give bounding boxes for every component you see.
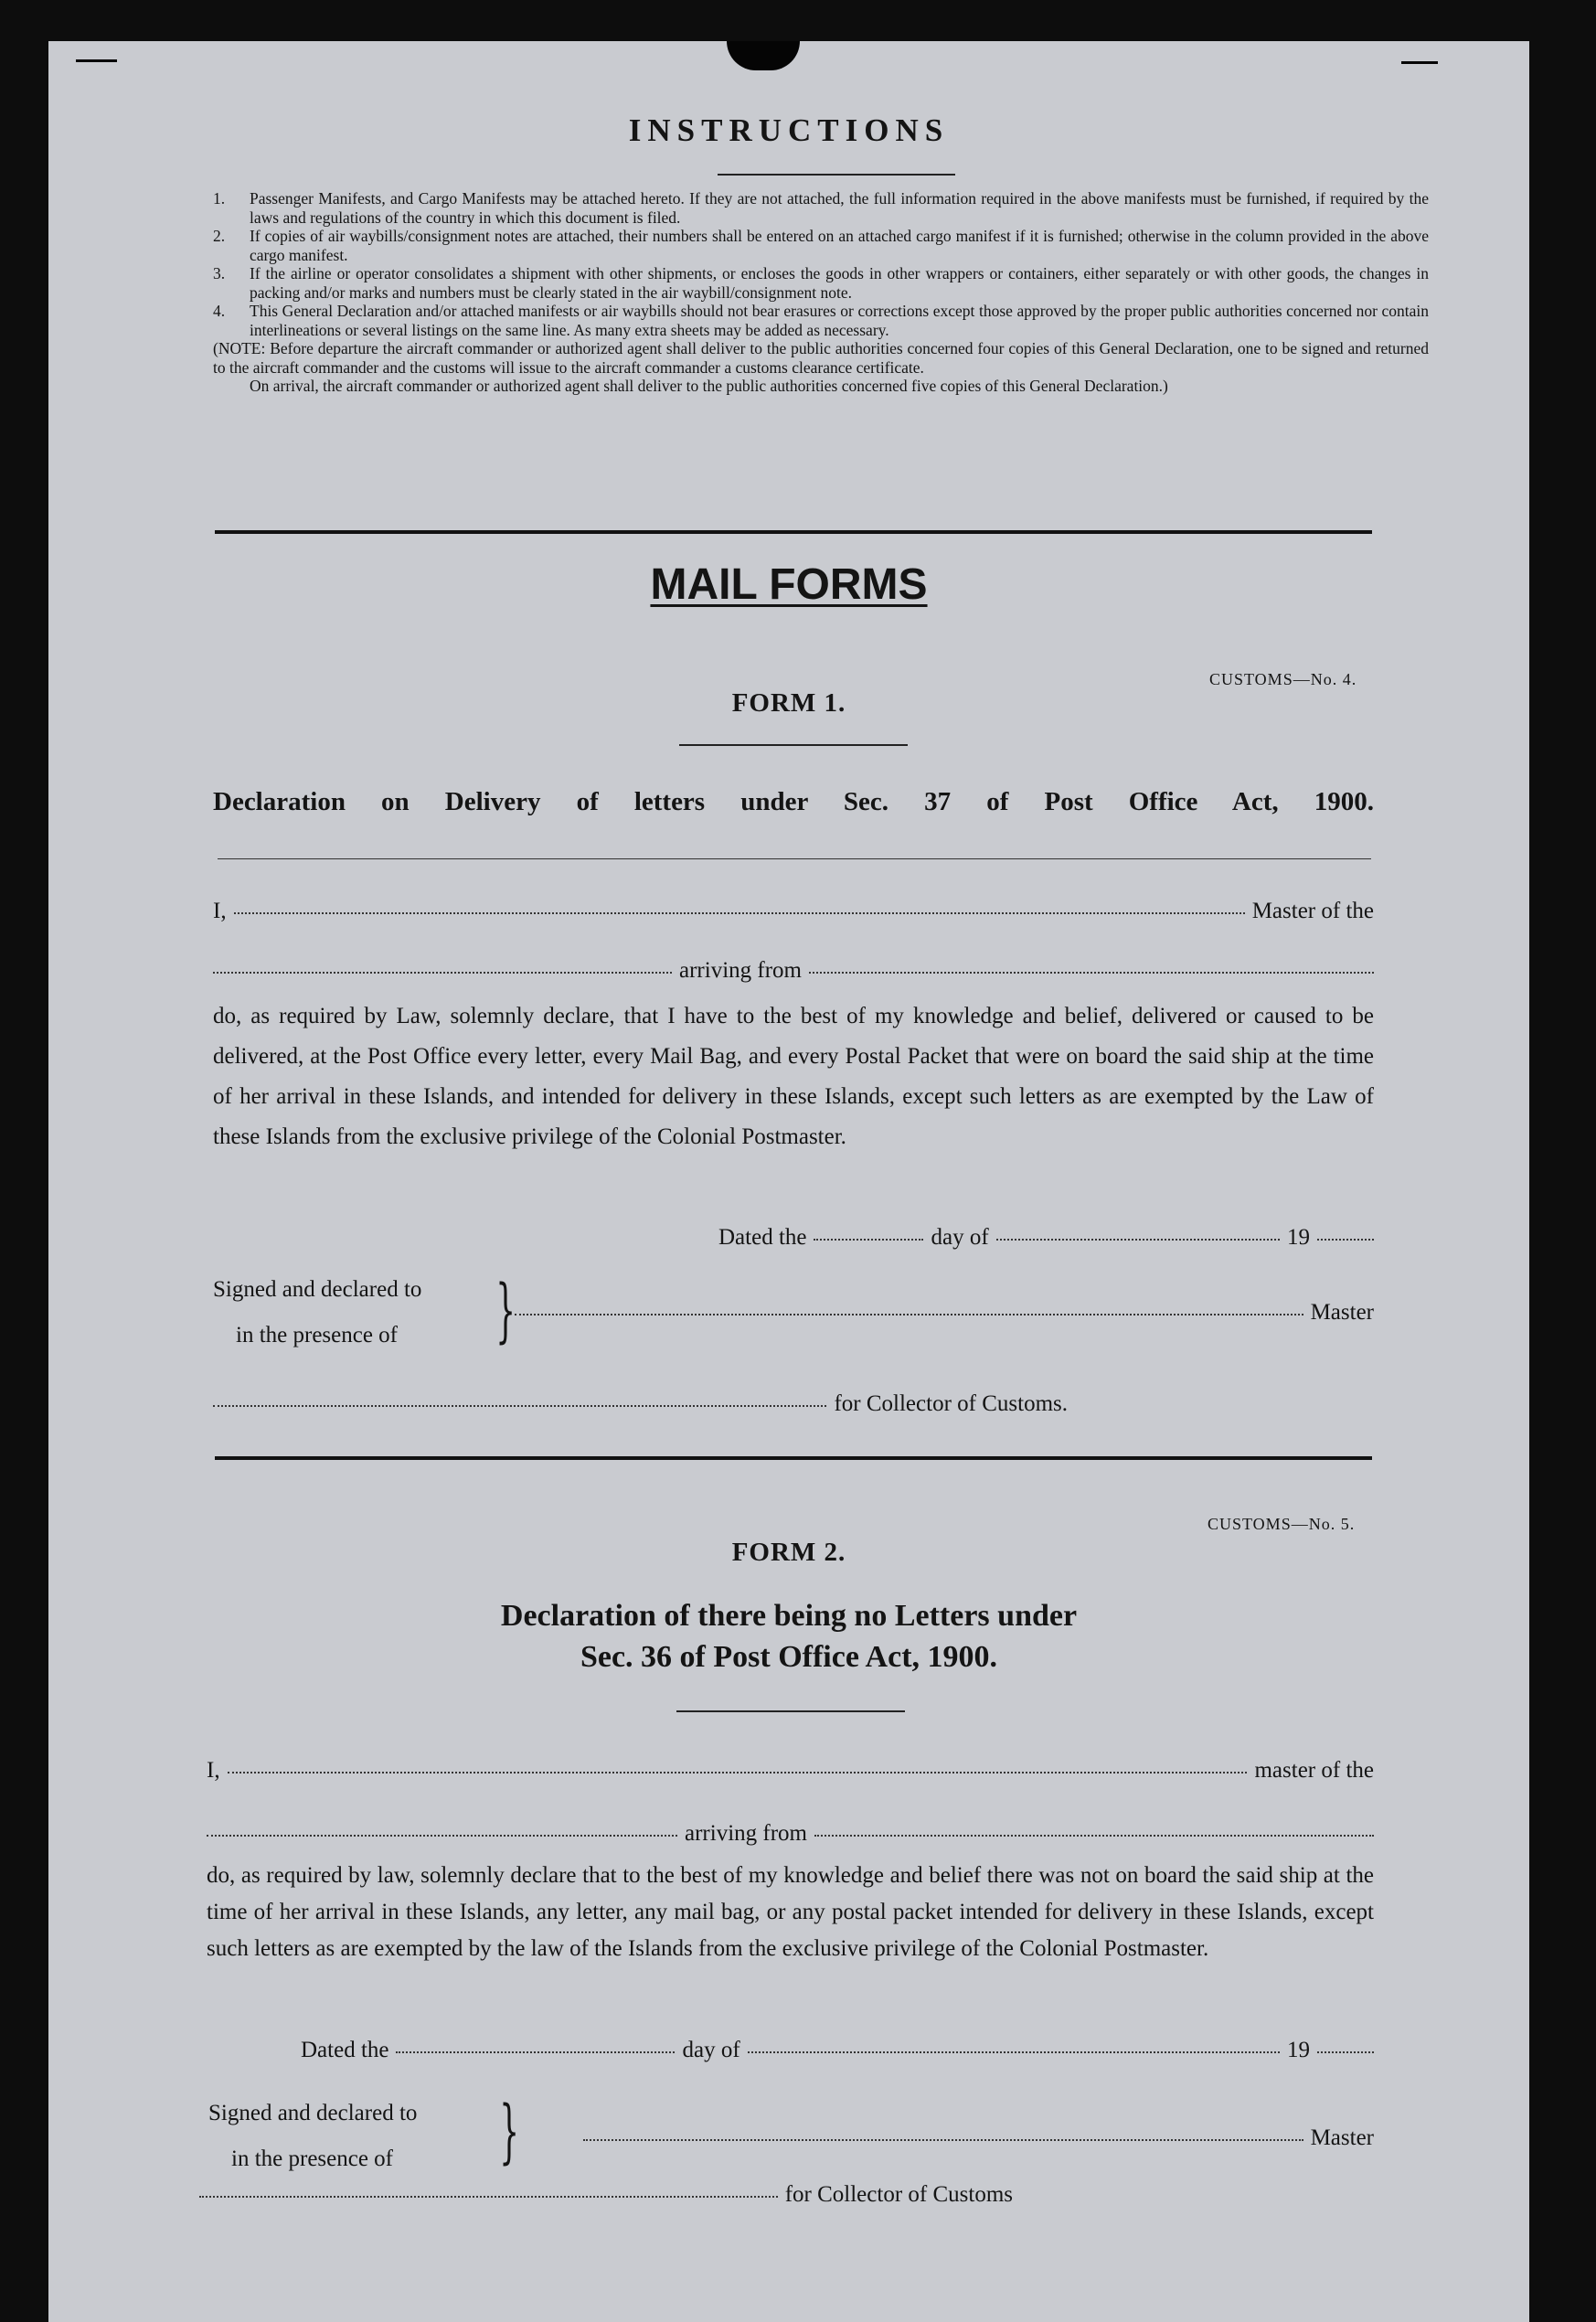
punch-mark — [727, 41, 800, 70]
instructions-title: INSTRUCTIONS — [628, 112, 950, 148]
day-blank[interactable] — [396, 2051, 675, 2053]
form-1-title: FORM 1. — [731, 688, 846, 718]
form-1-declaration: Declaration on Delivery of letters under Sec. 37 of Post Office Act, 1900. — [213, 787, 1374, 816]
origin-blank[interactable] — [814, 1835, 1374, 1837]
month-blank[interactable] — [996, 1239, 1280, 1241]
dated-line: Dated the day of 19 — [301, 2038, 1374, 2063]
instruction-item: 3. If the airline or operator consolidates a shipment with other shipments, or encloses the goods in other wrappers or containers, either separately or with other goods, the changes in packing and/or marks and numbers must be clearly stated in the air waybill/consignment note. — [213, 264, 1429, 302]
form-2-declaration: Declaration of there being no Letters under Sec. 36 of Post Office Act, 1900. — [500, 1599, 1078, 1674]
form-2-title: FORM 2. — [731, 1538, 846, 1567]
instruction-item: 1. Passenger Manifests, and Cargo Manifests may be attached hereto. If they are not attached, the full information required in the above manifests must be furnished, if required by the laws and regulations of the country in which this document is filed. — [213, 189, 1429, 227]
instruction-item: 2. If copies of air waybills/consignment notes are attached, their numbers shall be entered on an attached cargo manifest if it is furnished; otherwise in the column provided in the above cargo manifest. — [213, 227, 1429, 264]
form-1-body: do, as required by Law, solemnly declare, that I have to the best of my knowledge and belief, delivered or caused to be delivered, at the Post Office every letter, every Mail Bag, and every Postal Packet that were on board the said ship at the time of her arrival in these Islands, and intended for delivery in these Islands, except such letters as are exempted by the Law of these Islands from the exclusive privilege of the Colonial Postmaster. — [213, 1004, 1374, 1149]
edge-mark — [76, 59, 117, 62]
customs-number: CUSTOMS—No. 4. — [1209, 670, 1357, 688]
name-blank[interactable] — [228, 1772, 1248, 1773]
name-blank[interactable] — [234, 912, 1245, 914]
arriving-line: arriving from — [207, 1821, 1374, 1847]
brace: } — [499, 2090, 520, 2171]
instruction-item: 4. This General Declaration and/or attached manifests or air waybills should not bear erasures or corrections except those approved by the proper public authorities concerned nor contain interlineations or several listings on the same line. As many extra sheets may be added as necessary. — [213, 302, 1429, 339]
form-title-underline — [679, 744, 908, 746]
collector-line: for Collector of Customs. — [213, 1391, 1068, 1417]
collector-line: for Collector of Customs — [199, 2182, 1013, 2208]
brace: } — [495, 1269, 516, 1350]
form-1-rule — [218, 858, 1371, 859]
year-blank[interactable] — [1317, 1239, 1374, 1241]
instructions-list — [213, 189, 1429, 396]
day-blank[interactable] — [814, 1239, 923, 1241]
form-title-underline — [676, 1710, 905, 1712]
collector-signature-blank[interactable] — [213, 1405, 826, 1407]
signed-label-2: in the presence of — [236, 1323, 399, 1347]
signed-label-2: in the presence of — [231, 2146, 394, 2171]
customs-number: CUSTOMS—No. 5. — [1208, 1515, 1356, 1533]
section-divider — [215, 1456, 1372, 1460]
month-blank[interactable] — [748, 2051, 1280, 2053]
form-2-body: do, as required by law, solemnly declare that to the best of my knowledge and belief there was not on board the said ship at the time of her arrival in these Islands, any letter, any mail bag, or any postal packet intended for delivery in these Islands, except such letters as are exempted by the law of the Islands from the exclusive privilege of the Colonial Postmaster. — [207, 1863, 1374, 1961]
name-line: I, Master of the — [213, 899, 1374, 923]
master-signature-blank[interactable] — [583, 2139, 1303, 2141]
name-line: I, master of the — [207, 1758, 1374, 1783]
section-divider — [215, 530, 1372, 534]
year-blank[interactable] — [1317, 2051, 1374, 2053]
ship-blank[interactable] — [207, 1835, 677, 1837]
collector-signature-blank[interactable] — [199, 2196, 778, 2198]
instruction-note: (NOTE: Before departure the aircraft commander or authorized agent shall deliver to the public authorities concerned four copies of this General Declaration, one to be signed and returned to the aircraft commander and the customs will issue to the aircraft commander a customs clearance certificate. On arrival, the aircraft commander or authorized agent shall deliver to the public authorities concerned five copies of this General Declaration.) — [213, 339, 1429, 395]
signed-label-1: Signed and declared to — [208, 2101, 418, 2125]
arriving-line: arriving from — [213, 958, 1374, 984]
title-underline — [718, 174, 955, 176]
master-signature-line: Master — [515, 1300, 1374, 1326]
master-signature-blank[interactable] — [515, 1314, 1303, 1315]
origin-blank[interactable] — [809, 972, 1374, 974]
document-page — [48, 41, 1529, 2322]
master-signature-line: Master — [583, 2125, 1374, 2151]
edge-mark — [1401, 61, 1438, 64]
mail-forms-title: MAIL FORMS — [650, 560, 928, 609]
dated-line: Dated the day of 19 — [718, 1225, 1374, 1251]
ship-blank[interactable] — [213, 972, 672, 974]
signed-label-1: Signed and declared to — [213, 1277, 422, 1302]
